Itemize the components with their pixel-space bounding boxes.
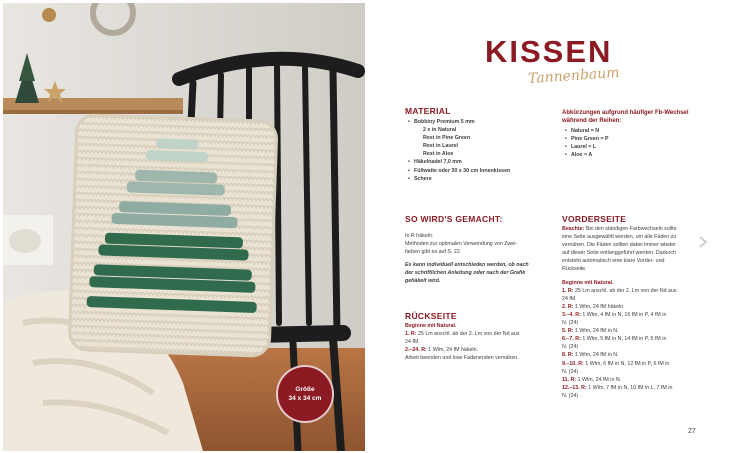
- row-text: 1 Wlm, 24 fM in N.: [577, 376, 622, 383]
- row-text: N. (24): [562, 368, 579, 375]
- instruction-row: [562, 327, 677, 335]
- row-text: 1 Wlm, 24 fM häkeln.: [428, 347, 479, 354]
- instruction-row: [562, 351, 677, 359]
- instruction-row: [405, 330, 520, 338]
- instruction-row: [562, 376, 677, 384]
- row-text: 1 Wlm, 24 fM in N.: [574, 352, 619, 359]
- page-number: 27: [688, 428, 696, 435]
- page-title: KISSEN: [485, 34, 613, 69]
- front-note-line: [562, 249, 677, 257]
- material-heading: MATERIAL: [405, 106, 451, 116]
- row-text: 24 fM.: [562, 295, 577, 302]
- abbrev-item: • Laurel = L: [562, 143, 609, 151]
- product-photo: [3, 3, 365, 451]
- howto-line3: farben gibt es auf S. 22.: [405, 249, 462, 256]
- material-item: • Bobbiny Premium 5 mm: [405, 118, 510, 126]
- abbrev-heading-line1: Abkürzungen aufgrund häufiger Fb-Wechsel: [562, 110, 689, 116]
- back-heading: RÜCKSEITE: [405, 311, 457, 321]
- front-note-text: auf dieser Seite entlanggeführt werden. Dadurch: [562, 250, 676, 257]
- material-list: [405, 118, 510, 183]
- abbrev-item: • Aloe = A: [562, 151, 609, 159]
- row-text: 1 Wlm, 4 fM in N, 16 fM in P, 4 fM in: [582, 311, 667, 318]
- row-label: 2. R:: [562, 303, 574, 310]
- row-label: 11. R:: [562, 376, 577, 383]
- material-item: • Schere: [405, 175, 510, 183]
- row-text: 1 Wlm, 24 fM in N.: [574, 328, 619, 335]
- material-item: 2 x in Natural: [423, 127, 457, 134]
- instructions-page: [368, 3, 732, 451]
- instruction-row: [562, 343, 677, 351]
- material-item: Rest in Aloe: [423, 151, 454, 158]
- size-badge: [276, 365, 334, 423]
- abbrev-item: • Natural = N: [562, 127, 609, 135]
- front-note-line: [562, 225, 677, 233]
- front-note-text: entsteht automatisch eine klare Vorder- und: [562, 258, 665, 265]
- front-note-text: Bei den ständigen Farbwechseln sollte: [584, 226, 677, 232]
- instruction-row: [405, 338, 520, 346]
- howto-heading: SO WIRD'S GEMACHT:: [405, 214, 503, 224]
- abbrev-list: [562, 127, 609, 159]
- instruction-row: [405, 354, 520, 362]
- abbrev-heading: [562, 109, 689, 125]
- row-label: 3.–4. R:: [562, 311, 581, 318]
- front-note-text: Rückseite.: [562, 266, 587, 273]
- material-item: Rest in Pine Green: [423, 135, 471, 142]
- row-label: 6.–7. R:: [562, 336, 581, 343]
- howto-note1: Es kann individuell entschieden werden, ob nach: [405, 262, 529, 269]
- row-label: 12.–13. R:: [562, 384, 587, 391]
- material-item: • Füllwatte oder 30 x 30 cm Innenkissen: [405, 167, 510, 175]
- row-text: 1 Wlm, 5 fM in N, 14 fM in P, 5 fM in: [582, 336, 667, 343]
- front-note-line: [562, 257, 677, 265]
- front-text: [562, 225, 677, 400]
- back-sub: Beginne mit Natural.: [405, 323, 457, 329]
- row-label: 1. R:: [405, 331, 417, 338]
- front-note-label: Beachte:: [562, 226, 585, 232]
- instruction-row: [562, 392, 677, 400]
- front-note-line: [562, 265, 677, 273]
- instruction-row: [562, 384, 677, 392]
- page-subtitle-script: Tannenbaum: [527, 64, 620, 88]
- row-text: N. (24): [562, 392, 579, 399]
- row-text: N. (24): [562, 344, 579, 351]
- howto-note2: der schriftlichen Anleitung oder nach der Grafik: [405, 270, 526, 277]
- instruction-row: [562, 303, 677, 311]
- row-text: 24 fM.: [405, 339, 420, 346]
- row-text: 1 Wlm, 24 fM häkeln.: [574, 303, 625, 310]
- front-note-line: [562, 233, 677, 241]
- front-heading: VORDERSEITE: [562, 214, 627, 224]
- howto-text: [405, 232, 529, 286]
- back-text: [405, 322, 520, 362]
- size-badge-label: Größe: [295, 386, 315, 393]
- row-label: 2.–24. R:: [405, 347, 427, 354]
- row-label: 9.–10. R:: [562, 360, 584, 367]
- row-text: Arbeit beenden und lose Fadenenden vernähen.: [405, 355, 519, 362]
- row-text: 1 Wlm, 6 fM in N, 12 fM in P, 6 fM in: [585, 360, 670, 367]
- howto-line1: In R häkeln.: [405, 233, 434, 239]
- material-item: Rest in Laurel: [423, 143, 459, 150]
- row-label: 5. R:: [562, 328, 574, 335]
- row-text: 25 Lm anschl. ab der 2. Lm von der Nd aus: [574, 287, 677, 294]
- howto-line2: Methoden zur optimalen Verwendung von Zwei-: [405, 241, 518, 248]
- abbrev-heading-line2: während der Reihen:: [562, 118, 622, 124]
- instruction-row: [405, 346, 520, 354]
- instruction-row: [562, 335, 677, 343]
- front-note-text: eine Seite ausgewählt werden, um alle Fäden zu: [562, 234, 677, 241]
- row-label: 8. R:: [562, 352, 574, 359]
- abbrev-item: • Pine Green = P: [562, 135, 609, 143]
- front-note-line: [562, 241, 677, 249]
- row-label: 1. R:: [562, 287, 574, 294]
- instruction-row: [562, 287, 677, 295]
- instruction-row: [562, 319, 677, 327]
- instruction-row: [562, 360, 677, 368]
- row-text: 1 Wlm, 7 fM in N, 10 fM in L, 7 fM in: [588, 384, 673, 391]
- row-text: 25 Lm anschl. ab der 2. Lm von der Nd aus: [417, 331, 520, 338]
- material-item: • Häkelnadel 7,0 mm: [405, 158, 510, 166]
- size-badge-value: 34 x 34 cm: [288, 395, 322, 402]
- instruction-row: [562, 311, 677, 319]
- front-sub: Beginne mit Natural.: [562, 279, 614, 286]
- instruction-row: [562, 368, 677, 376]
- howto-note3: gehäkelt wird.: [405, 278, 441, 285]
- instruction-row: [562, 295, 677, 303]
- front-note-text: vernähen. Die Fäden sollten dabei immer wieder: [562, 242, 676, 249]
- chevron-right-icon[interactable]: [696, 235, 710, 249]
- row-text: N. (24): [562, 320, 579, 327]
